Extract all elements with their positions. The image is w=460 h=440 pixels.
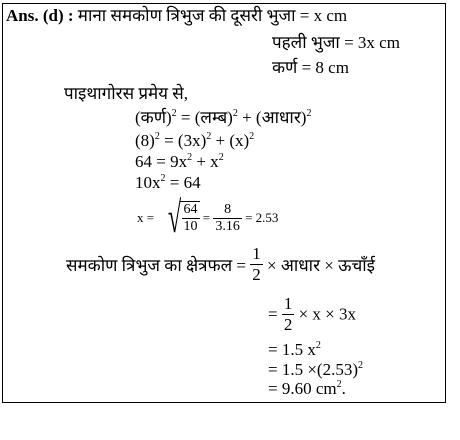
- sup-2: 2: [160, 173, 166, 184]
- sup-2: 2: [187, 152, 193, 163]
- fraction-numerator: 8: [224, 201, 232, 217]
- sup-2: 2: [218, 152, 224, 163]
- area-step1-eq: =: [268, 304, 278, 324]
- half-denominator: 2: [283, 315, 293, 334]
- step3-a: 64 = 9x: [135, 152, 188, 171]
- step1-hyp: (कर्ण): [135, 108, 172, 127]
- half-denominator: 2: [252, 265, 261, 284]
- area-step4-b: .: [341, 379, 346, 398]
- sup-2: 2: [232, 108, 238, 119]
- root-numerator: 64: [183, 202, 198, 217]
- hypotenuse-line: कर्ण = 8 cm: [272, 58, 349, 77]
- step1-base: + (आधार): [237, 108, 307, 127]
- root-result: = 2.53: [245, 210, 279, 225]
- area-step-4: [268, 379, 346, 399]
- half-fraction: [250, 244, 263, 285]
- half-numerator: 1: [283, 294, 293, 313]
- step2-b: = (3x): [159, 131, 207, 150]
- area-step1-rest: × x × 3x: [298, 304, 357, 324]
- area-step3-a: = 1.5 ×(2.53): [268, 360, 358, 379]
- sup-2: 2: [171, 108, 177, 119]
- sup-2: 2: [206, 131, 212, 142]
- area-step-1: [268, 294, 356, 335]
- sqrt-symbol: √ $\frac{64}{10}$: [168, 193, 198, 242]
- sup-2: 2: [315, 340, 321, 351]
- area-step2-a: = 1.5 x: [268, 340, 316, 359]
- sup-2: 2: [306, 108, 312, 119]
- sup-2: 2: [154, 131, 160, 142]
- step4-a: 10x: [135, 173, 161, 192]
- area-step4-a: = 9.60 cm: [268, 379, 337, 398]
- fraction-denominator: 3.16: [215, 218, 240, 234]
- theorem-step-4: [135, 173, 201, 193]
- sup-2: 2: [249, 131, 255, 142]
- root-eq: =: [202, 210, 211, 225]
- half-numerator: 1: [252, 244, 261, 263]
- root-fraction: [213, 202, 242, 235]
- half-fraction-2: [282, 294, 295, 335]
- theorem-title: पाइथागोरस प्रमेय से,: [64, 84, 189, 103]
- area-line: [66, 244, 375, 285]
- theorem-step-2: [135, 131, 254, 151]
- step1-perp: = (लम्ब): [176, 108, 233, 127]
- theorem-step-1: [135, 108, 311, 128]
- root-line: [137, 193, 279, 242]
- step2-a: (8): [135, 131, 155, 150]
- answer-label: Ans. (d) :: [6, 6, 74, 25]
- step2-c: + (x): [211, 131, 250, 150]
- root-denominator: 10: [183, 219, 198, 234]
- area-label: समकोण त्रिभुज का क्षेत्रफल =: [66, 256, 247, 275]
- sup-2: 2: [358, 360, 363, 371]
- sup-2: 2: [336, 379, 342, 390]
- first-side-line: पहली भुजा = 3x cm: [272, 33, 400, 52]
- answer-intro: माना समकोण त्रिभुज की दूसरी भुजा = x cm: [77, 6, 348, 25]
- theorem-step-3: [135, 152, 224, 172]
- root-prefix: x =: [137, 210, 155, 225]
- step3-b: + x: [192, 152, 219, 171]
- answer-intro-line: [6, 6, 347, 26]
- area-step-2: [268, 340, 321, 360]
- area-rest: × आधार × ऊचाँई: [267, 256, 376, 275]
- area-step-3: [268, 360, 363, 380]
- step4-b: = 64: [165, 173, 201, 192]
